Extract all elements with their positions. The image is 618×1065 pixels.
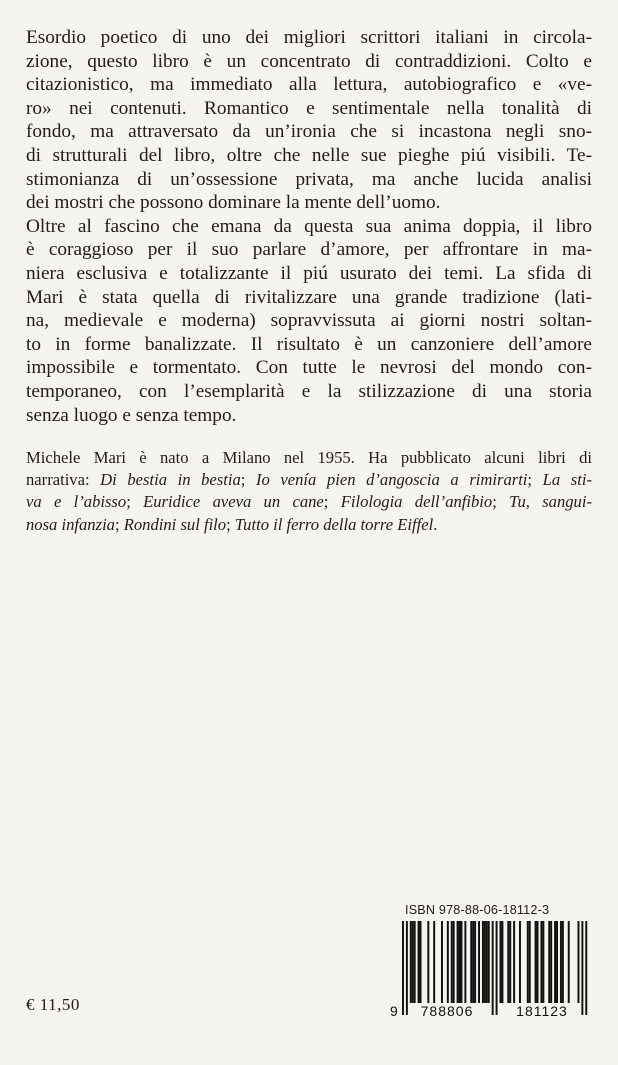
blurb: [26, 26, 592, 427]
separator: ;: [126, 492, 144, 512]
barcode-bar: [496, 921, 498, 1015]
barcode-bar: [529, 921, 531, 1003]
bio-line: Michele Mari è nato a Milano nel 1955. Ha pubblicato alcuni libri di: [26, 448, 592, 467]
barcode-right-digits: 181123: [516, 1003, 568, 1019]
blurb-line: Oltre al fascino che emana da questa sua anima doppia, il libro: [26, 215, 592, 237]
barcode-bar: [519, 921, 521, 1003]
barcode-bar: [474, 921, 476, 1003]
barcode-bar: [410, 921, 412, 1003]
blurb-line: niera esclusiva e totalizzante il piú usurato dei temi. La sfida di: [26, 262, 592, 284]
barcode-bar: [484, 921, 486, 1003]
blurb-line: to in forme banalizzate. Il risultato è un canzoniere dell’amore: [26, 333, 592, 355]
book-title: Di bestia in bestia: [100, 470, 241, 490]
barcode-bar: [433, 921, 435, 1003]
barcode-bar: [500, 921, 502, 1003]
barcode: [390, 919, 598, 1019]
barcode-bar: [568, 921, 570, 1003]
barcode-bar: [441, 921, 443, 1003]
bio-text: narrativa:: [26, 470, 101, 490]
book-title: Euridice aveva un cane: [143, 492, 324, 512]
barcode-left-digits: 788806: [420, 1003, 474, 1019]
book-title: Tutto il ferro della torre Eiffel: [234, 514, 434, 534]
barcode-bar: [560, 921, 562, 1003]
blurb-line: temporaneo, con l’esemplarità e la stilizzazione di una storia: [26, 380, 592, 402]
barcode-bar: [581, 921, 583, 1015]
barcode-bar: [488, 921, 490, 1003]
barcode-bar: [457, 921, 459, 1003]
isbn: ISBN 978-88-06-18112-3: [405, 903, 550, 917]
barcode-bar: [402, 921, 404, 1015]
barcode-bar: [578, 921, 580, 1003]
blurb-line: impossibile e tormentato. Con tutte le nevrosi del mondo con-: [26, 357, 592, 379]
price: € 11,50: [26, 995, 80, 1014]
barcode-bar: [585, 921, 587, 1015]
barcode-bars: [402, 921, 587, 1015]
separator: ;: [492, 492, 510, 512]
barcode-bar: [486, 921, 488, 1003]
barcode-bar: [451, 921, 453, 1003]
bio-text: .: [433, 514, 438, 534]
book-title: Filologia dell’anfibio: [340, 492, 493, 512]
barcode-bar: [420, 921, 422, 1003]
barcode-bar: [447, 921, 449, 1003]
blurb-line: stimonianza di un’ossessione privata, ma anche lucida analisi: [26, 168, 592, 190]
barcode-bar: [527, 921, 529, 1003]
book-title: La sti-: [542, 470, 592, 490]
barcode-bar: [562, 921, 564, 1003]
barcode-bar: [427, 921, 429, 1003]
blurb-line: Mari è stata quella di rivitalizzare una grande tradizione (lati-: [26, 286, 592, 308]
barcode-bar: [459, 921, 461, 1003]
separator: ;: [527, 470, 543, 490]
bio-line: [26, 491, 592, 513]
barcode-bar: [542, 921, 544, 1003]
blurb-line: è coraggioso per il suo parlare d’amore, per affrontare in ma-: [26, 239, 592, 261]
barcode-bar: [414, 921, 416, 1003]
blurb-line: fondo, ma attraversato da un’ironia che si incastona negli sno-: [26, 121, 592, 143]
barcode-bar: [406, 921, 408, 1015]
separator: ;: [114, 514, 124, 534]
blurb-line: zione, questo libro è un concentrato di contraddizioni. Colto e: [26, 50, 592, 72]
book-title: Rondini sul filo: [123, 514, 227, 534]
bio-line: [26, 514, 592, 536]
barcode-bar: [418, 921, 420, 1003]
barcode-bar: [550, 921, 552, 1003]
book-title: Tu, sangui-: [509, 492, 592, 512]
blurb-line: ro» nei contenuti. Romantico e sentimentale nella tonalità di: [26, 97, 592, 119]
blurb-line: Esordio poetico di uno dei migliori scrittori italiani in circola-: [26, 27, 592, 48]
barcode-bar: [513, 921, 515, 1003]
barcode-bar: [478, 921, 480, 1003]
barcode-bar: [535, 921, 537, 1003]
book-title: va e l’abisso: [26, 492, 127, 512]
barcode-bar: [472, 921, 474, 1003]
blurb-line: di strutturali del libro, oltre che nelle sue pieghe piú visibili. Te-: [26, 144, 592, 166]
barcode-bar: [548, 921, 550, 1003]
barcode-bar: [461, 921, 463, 1003]
barcode-bar: [556, 921, 558, 1003]
book-title: nosa infanzia: [26, 514, 115, 534]
barcode-bar: [412, 921, 414, 1003]
barcode-bar: [554, 921, 556, 1003]
book-title: Io venía pien d’angoscia a rimirarti: [255, 470, 528, 490]
barcode-first-digit: 9: [390, 1003, 398, 1019]
barcode-bar: [507, 921, 509, 1003]
barcode-bar: [540, 921, 542, 1003]
barcode-bar: [501, 921, 503, 1003]
author-bio: [26, 447, 592, 536]
barcode-bar: [464, 921, 466, 1003]
barcode-bar: [537, 921, 539, 1003]
blurb-paragraph: [26, 26, 592, 427]
barcode-bar: [453, 921, 455, 1003]
blurb-line: citazionistico, ma immediato alla lettura, autobiografico e «ve-: [26, 74, 592, 96]
author-bio-paragraph: [26, 447, 592, 536]
blurb-line: senza luogo e senza tempo.: [26, 404, 237, 426]
separator: ;: [240, 470, 256, 490]
separator: ;: [226, 514, 235, 534]
blurb-line: na, medievale e moderna) sopravvissuta ai giorni nostri soltan-: [26, 310, 592, 332]
barcode-bar: [509, 921, 511, 1003]
separator: ;: [323, 492, 341, 512]
barcode-bar: [470, 921, 472, 1003]
blurb-line: dei mostri che possono dominare la mente dell’uomo.: [26, 192, 441, 214]
barcode-bar: [482, 921, 484, 1003]
barcode-bar: [492, 921, 494, 1015]
bio-line: [26, 469, 592, 491]
